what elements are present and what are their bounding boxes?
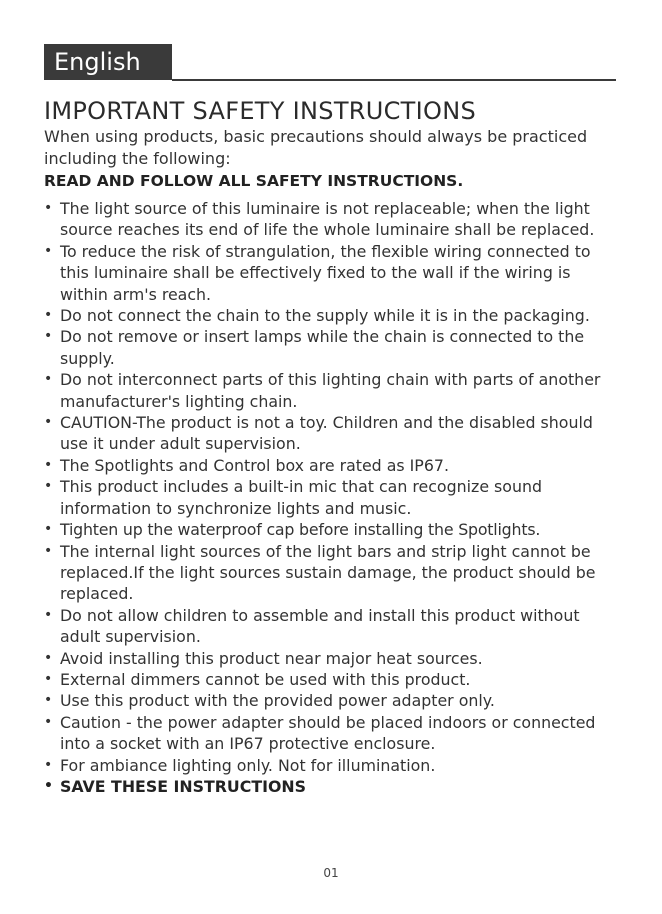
bullet-icon: •: [44, 371, 53, 388]
bullet-icon: •: [44, 414, 53, 431]
list-item: [44, 776, 616, 797]
list-item-text: External dimmers cannot be used with this product.: [60, 669, 471, 689]
list-item: [44, 305, 616, 326]
list-item-text: Do not connect the chain to the supply while it is in the packaging.: [60, 306, 590, 326]
list-item-text: Avoid installing this product near major heat sources.: [60, 648, 483, 668]
read-follow-heading: READ AND FOLLOW ALL SAFETY INSTRUCTIONS.: [44, 172, 464, 190]
bullet-icon: •: [44, 606, 53, 623]
list-item: [44, 198, 616, 241]
list-item-text: Do not allow children to assemble and install this product without adult supervision.: [60, 605, 580, 647]
bullet-icon: •: [44, 200, 53, 216]
list-item-text: Tighten up the waterproof cap before installing the Spotlights.: [60, 520, 541, 540]
list-item-text: The internal light sources of the light bars and strip light cannot be replaced.If the light sources sustain damage, the product should be replaced.: [60, 541, 596, 604]
language-label: English: [44, 44, 172, 80]
list-item: [44, 690, 616, 711]
list-item: [44, 369, 616, 412]
bullet-icon: •: [44, 328, 53, 345]
page-title: IMPORTANT SAFETY INSTRUCTIONS: [44, 97, 476, 125]
bullet-icon: •: [44, 307, 53, 324]
bullet-icon: •: [44, 542, 53, 559]
list-item: [44, 412, 616, 455]
list-item-text: Use this product with the provided power adapter only.: [60, 691, 495, 711]
bullet-icon: •: [44, 521, 53, 538]
list-item-text: SAVE THESE INSTRUCTIONS: [60, 776, 307, 796]
list-item-text: For ambiance lighting only. Not for illumination.: [60, 755, 436, 775]
bullet-icon: •: [44, 713, 53, 730]
list-item: [44, 326, 616, 369]
list-item: [44, 455, 616, 476]
language-header: [44, 44, 616, 81]
bullet-icon: •: [44, 242, 53, 259]
list-item-text: This product includes a built-in mic that can recognize sound information to synchronize lights and music.: [60, 477, 543, 518]
list-item: [44, 712, 616, 755]
safety-instructions-section: [44, 96, 616, 797]
list-item: [44, 541, 616, 605]
list-item: [44, 669, 616, 690]
bullet-icon: •: [44, 692, 53, 709]
header-divider: [172, 79, 616, 81]
list-item-text: The light source of this luminaire is not replaceable; when the light source reaches its end of life the whole luminaire shall be replaced.: [60, 199, 595, 240]
bullet-icon: •: [44, 777, 53, 794]
bullet-icon: •: [44, 756, 53, 773]
list-item-text: Do not remove or insert lamps while the chain is connected to the supply.: [60, 327, 585, 368]
list-item-text: Do not interconnect parts of this lighting chain with parts of another manufacturer's lighting chain.: [60, 370, 601, 411]
list-item: [44, 755, 616, 776]
page-number: 01: [323, 866, 339, 880]
list-item-text: To reduce the risk of strangulation, the flexible wiring connected to this luminaire shall be effectively fixed to the wall if the wiring is within arm's reach.: [60, 241, 591, 304]
list-item-text: Caution - the power adapter should be placed indoors or connected into a socket with an IP67 protective enclosure.: [60, 712, 596, 754]
intro-text: When using products, basic precautions should always be practiced including the following:: [44, 127, 588, 168]
list-item: [44, 648, 616, 669]
list-item: [44, 605, 616, 648]
bullet-icon: •: [44, 649, 53, 666]
bullet-icon: •: [44, 456, 53, 473]
list-item-text: CAUTION-The product is not a toy. Children and the disabled should use it under adult supervision.: [60, 413, 593, 454]
bullet-icon: •: [44, 478, 53, 495]
list-item-text: The Spotlights and Control box are rated as IP67.: [60, 455, 449, 475]
list-item: [44, 241, 616, 305]
bullet-icon: •: [44, 670, 53, 687]
instruction-list: [44, 198, 616, 797]
list-item: [44, 476, 616, 519]
list-item: [44, 519, 616, 540]
